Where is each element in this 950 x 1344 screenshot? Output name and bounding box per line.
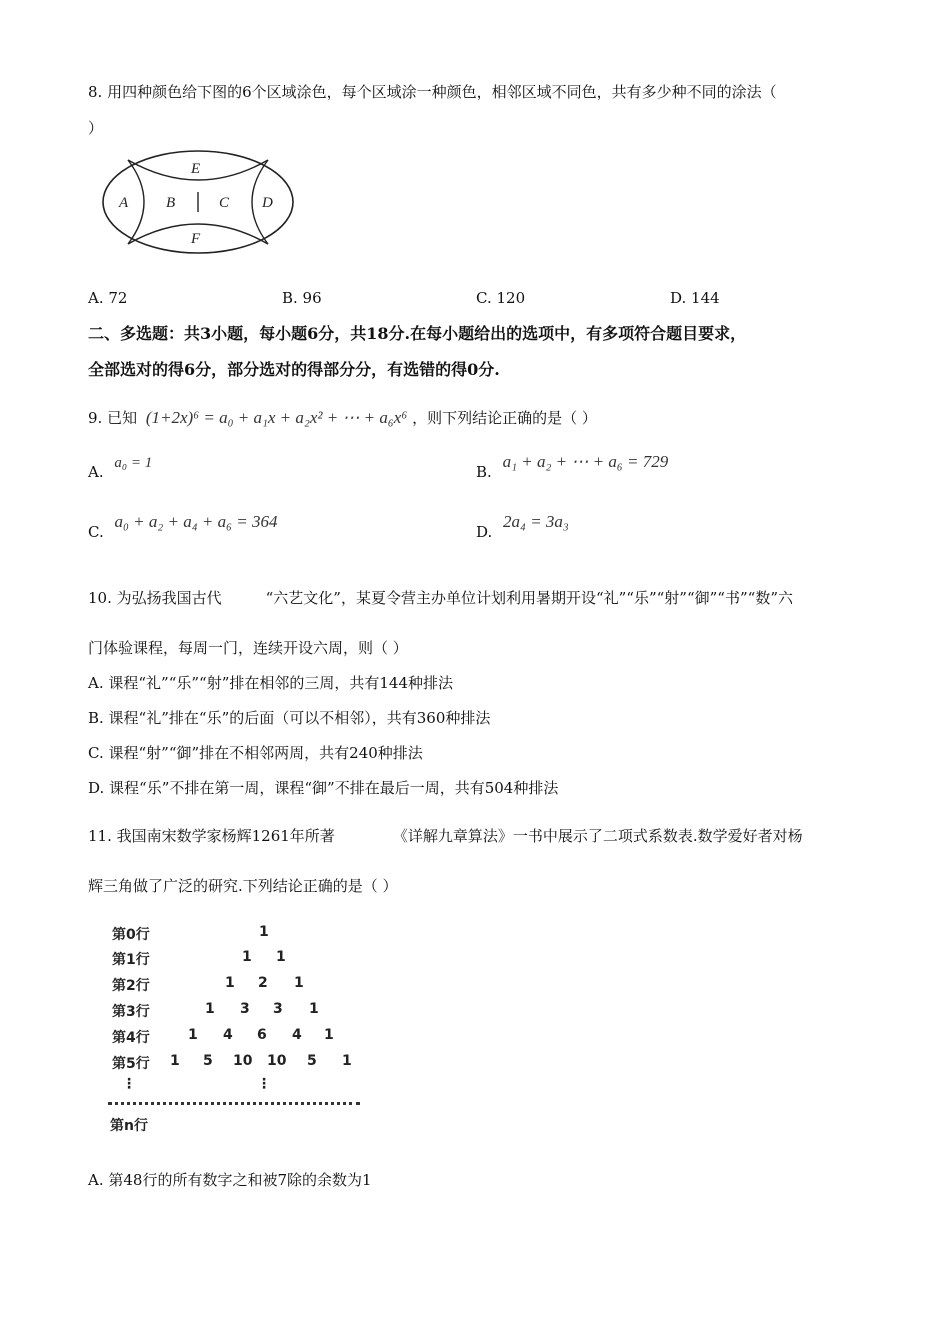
triangle-cell: 1 xyxy=(276,949,286,965)
q8-stem-line2: ） xyxy=(88,119,104,137)
triangle-cell: 3 xyxy=(273,1001,283,1017)
triangle-vdots: ⋮ xyxy=(257,1076,271,1092)
triangle-cell: 3 xyxy=(240,1001,250,1017)
q11-stem-line2: 辉三角做了广泛的研究.下列结论正确的是（ ） xyxy=(88,877,398,895)
q9-option-b xyxy=(476,452,669,482)
region-label-b: B xyxy=(166,195,176,211)
q9-prefix: 9. 已知 xyxy=(88,409,138,427)
q9-option-d xyxy=(476,512,569,542)
triangle-cell: 1 xyxy=(170,1053,180,1069)
triangle-row-label: 第1行 xyxy=(112,952,150,968)
q9-option-a xyxy=(88,455,153,483)
section2-instructions-line1: 二、多选题：共3小题，每小题6分，共18分.在每小题给出的选项中，有多项符合题目要求， xyxy=(88,324,747,343)
q9-option-c-label: C. xyxy=(88,523,104,541)
triangle-cell: 1 xyxy=(259,924,269,940)
q9-stem xyxy=(88,408,597,428)
q9-suffix: ，则下列结论正确的是（ ） xyxy=(412,409,597,427)
triangle-cell: 10 xyxy=(233,1053,253,1069)
triangle-row-label: 第n行 xyxy=(110,1118,148,1134)
q10-stem-part2: “六艺文化”，某夏令营主办单位计划利用暑期开设“礼”“乐”“射”“御”“书”“数”六 xyxy=(265,589,793,607)
q10-option-a: A. 课程“礼”“乐”“射”排在相邻的三周，共有144种排法 xyxy=(88,674,454,692)
region-label-a: A xyxy=(119,195,129,211)
triangle-row-label: 第3行 xyxy=(112,1004,150,1020)
q8-stem-line1: 8. 用四种颜色给下图的6个区域涂色，每个区域涂一种颜色，相邻区域不同色，共有多少种不同的涂法（ xyxy=(88,83,777,101)
triangle-cell: 5 xyxy=(307,1053,317,1069)
q11-stem-part2: 《详解九章算法》一书中展示了二项式系数表.数学爱好者对杨 xyxy=(392,827,803,845)
q9-option-a-label: A. xyxy=(88,463,104,481)
q8-option-d: D. 144 xyxy=(670,289,720,307)
triangle-cell: 1 xyxy=(294,975,304,991)
triangle-cell: 1 xyxy=(205,1001,215,1017)
q10-option-d: D. 课程“乐”不排在第一周，课程“御”不排在最后一周，共有504种排法 xyxy=(88,779,559,797)
triangle-row-label: 第5行 xyxy=(112,1056,150,1072)
q10-stem-part1: 10. 为弘扬我国古代 xyxy=(88,589,222,607)
triangle-cell: 4 xyxy=(292,1027,302,1043)
triangle-cell: 4 xyxy=(223,1027,233,1043)
q9-option-c-math: a₀ + a₂ + a₄ + a₆ = 364 xyxy=(114,512,278,531)
q8-option-b: B. 96 xyxy=(282,289,322,307)
q9-option-b-math: a₁ + a₂ + ⋯ + a₆ = 729 xyxy=(502,452,669,471)
q9-option-d-label: D. xyxy=(476,523,493,541)
triangle-cell: 6 xyxy=(257,1027,267,1043)
triangle-cell: 1 xyxy=(342,1053,352,1069)
q10-stem-line1 xyxy=(88,588,793,608)
yanghui-triangle-figure xyxy=(104,918,364,1138)
triangle-cell: 1 xyxy=(188,1027,198,1043)
triangle-row-vdots: ⋮ xyxy=(122,1076,136,1092)
triangle-cell: 1 xyxy=(324,1027,334,1043)
triangle-cell: 1 xyxy=(225,975,235,991)
q11-stem-line1 xyxy=(88,826,803,846)
triangle-row-label: 第2行 xyxy=(112,978,150,994)
triangle-dotted-rule xyxy=(108,1102,360,1105)
triangle-cell: 5 xyxy=(203,1053,213,1069)
q9-option-d-math: 2a₄ = 3a₃ xyxy=(503,512,569,531)
q10-option-c: C. 课程“射”“御”排在不相邻两周，共有240种排法 xyxy=(88,744,423,762)
region-label-f: F xyxy=(191,231,201,247)
triangle-cell: 10 xyxy=(267,1053,287,1069)
q10-stem-line2: 门体验课程，每周一门，连续开设六周，则（ ） xyxy=(88,639,408,657)
q9-option-a-math: a₀ = 1 xyxy=(114,455,153,471)
region-label-c: C xyxy=(219,195,230,211)
triangle-row-label: 第4行 xyxy=(112,1030,150,1046)
region-label-d: D xyxy=(262,195,273,211)
q11-stem-part1: 11. 我国南宋数学家杨辉1261年所著 xyxy=(88,827,335,845)
triangle-cell: 1 xyxy=(242,949,252,965)
region-label-e: E xyxy=(191,161,201,177)
q9-option-b-label: B. xyxy=(476,463,492,481)
q8-region-figure xyxy=(100,148,296,256)
q11-option-a: A. 第48行的所有数字之和被7除的余数为1 xyxy=(88,1171,372,1189)
q9-formula: (1+2x)⁶ = a₀ + a₁x + a₂x² + ⋯ + a₆x⁶ xyxy=(145,408,408,427)
q8-option-a: A. 72 xyxy=(88,289,128,307)
triangle-cell: 1 xyxy=(309,1001,319,1017)
section2-instructions-line2: 全部选对的得6分，部分选对的得部分分，有选错的得0分. xyxy=(88,360,500,379)
q8-option-c: C. 120 xyxy=(476,289,526,307)
triangle-cell: 2 xyxy=(258,975,268,991)
triangle-row-label: 第0行 xyxy=(112,927,150,943)
q10-option-b: B. 课程“礼”排在“乐”的后面（可以不相邻），共有360种排法 xyxy=(88,709,491,727)
q9-option-c xyxy=(88,512,278,542)
